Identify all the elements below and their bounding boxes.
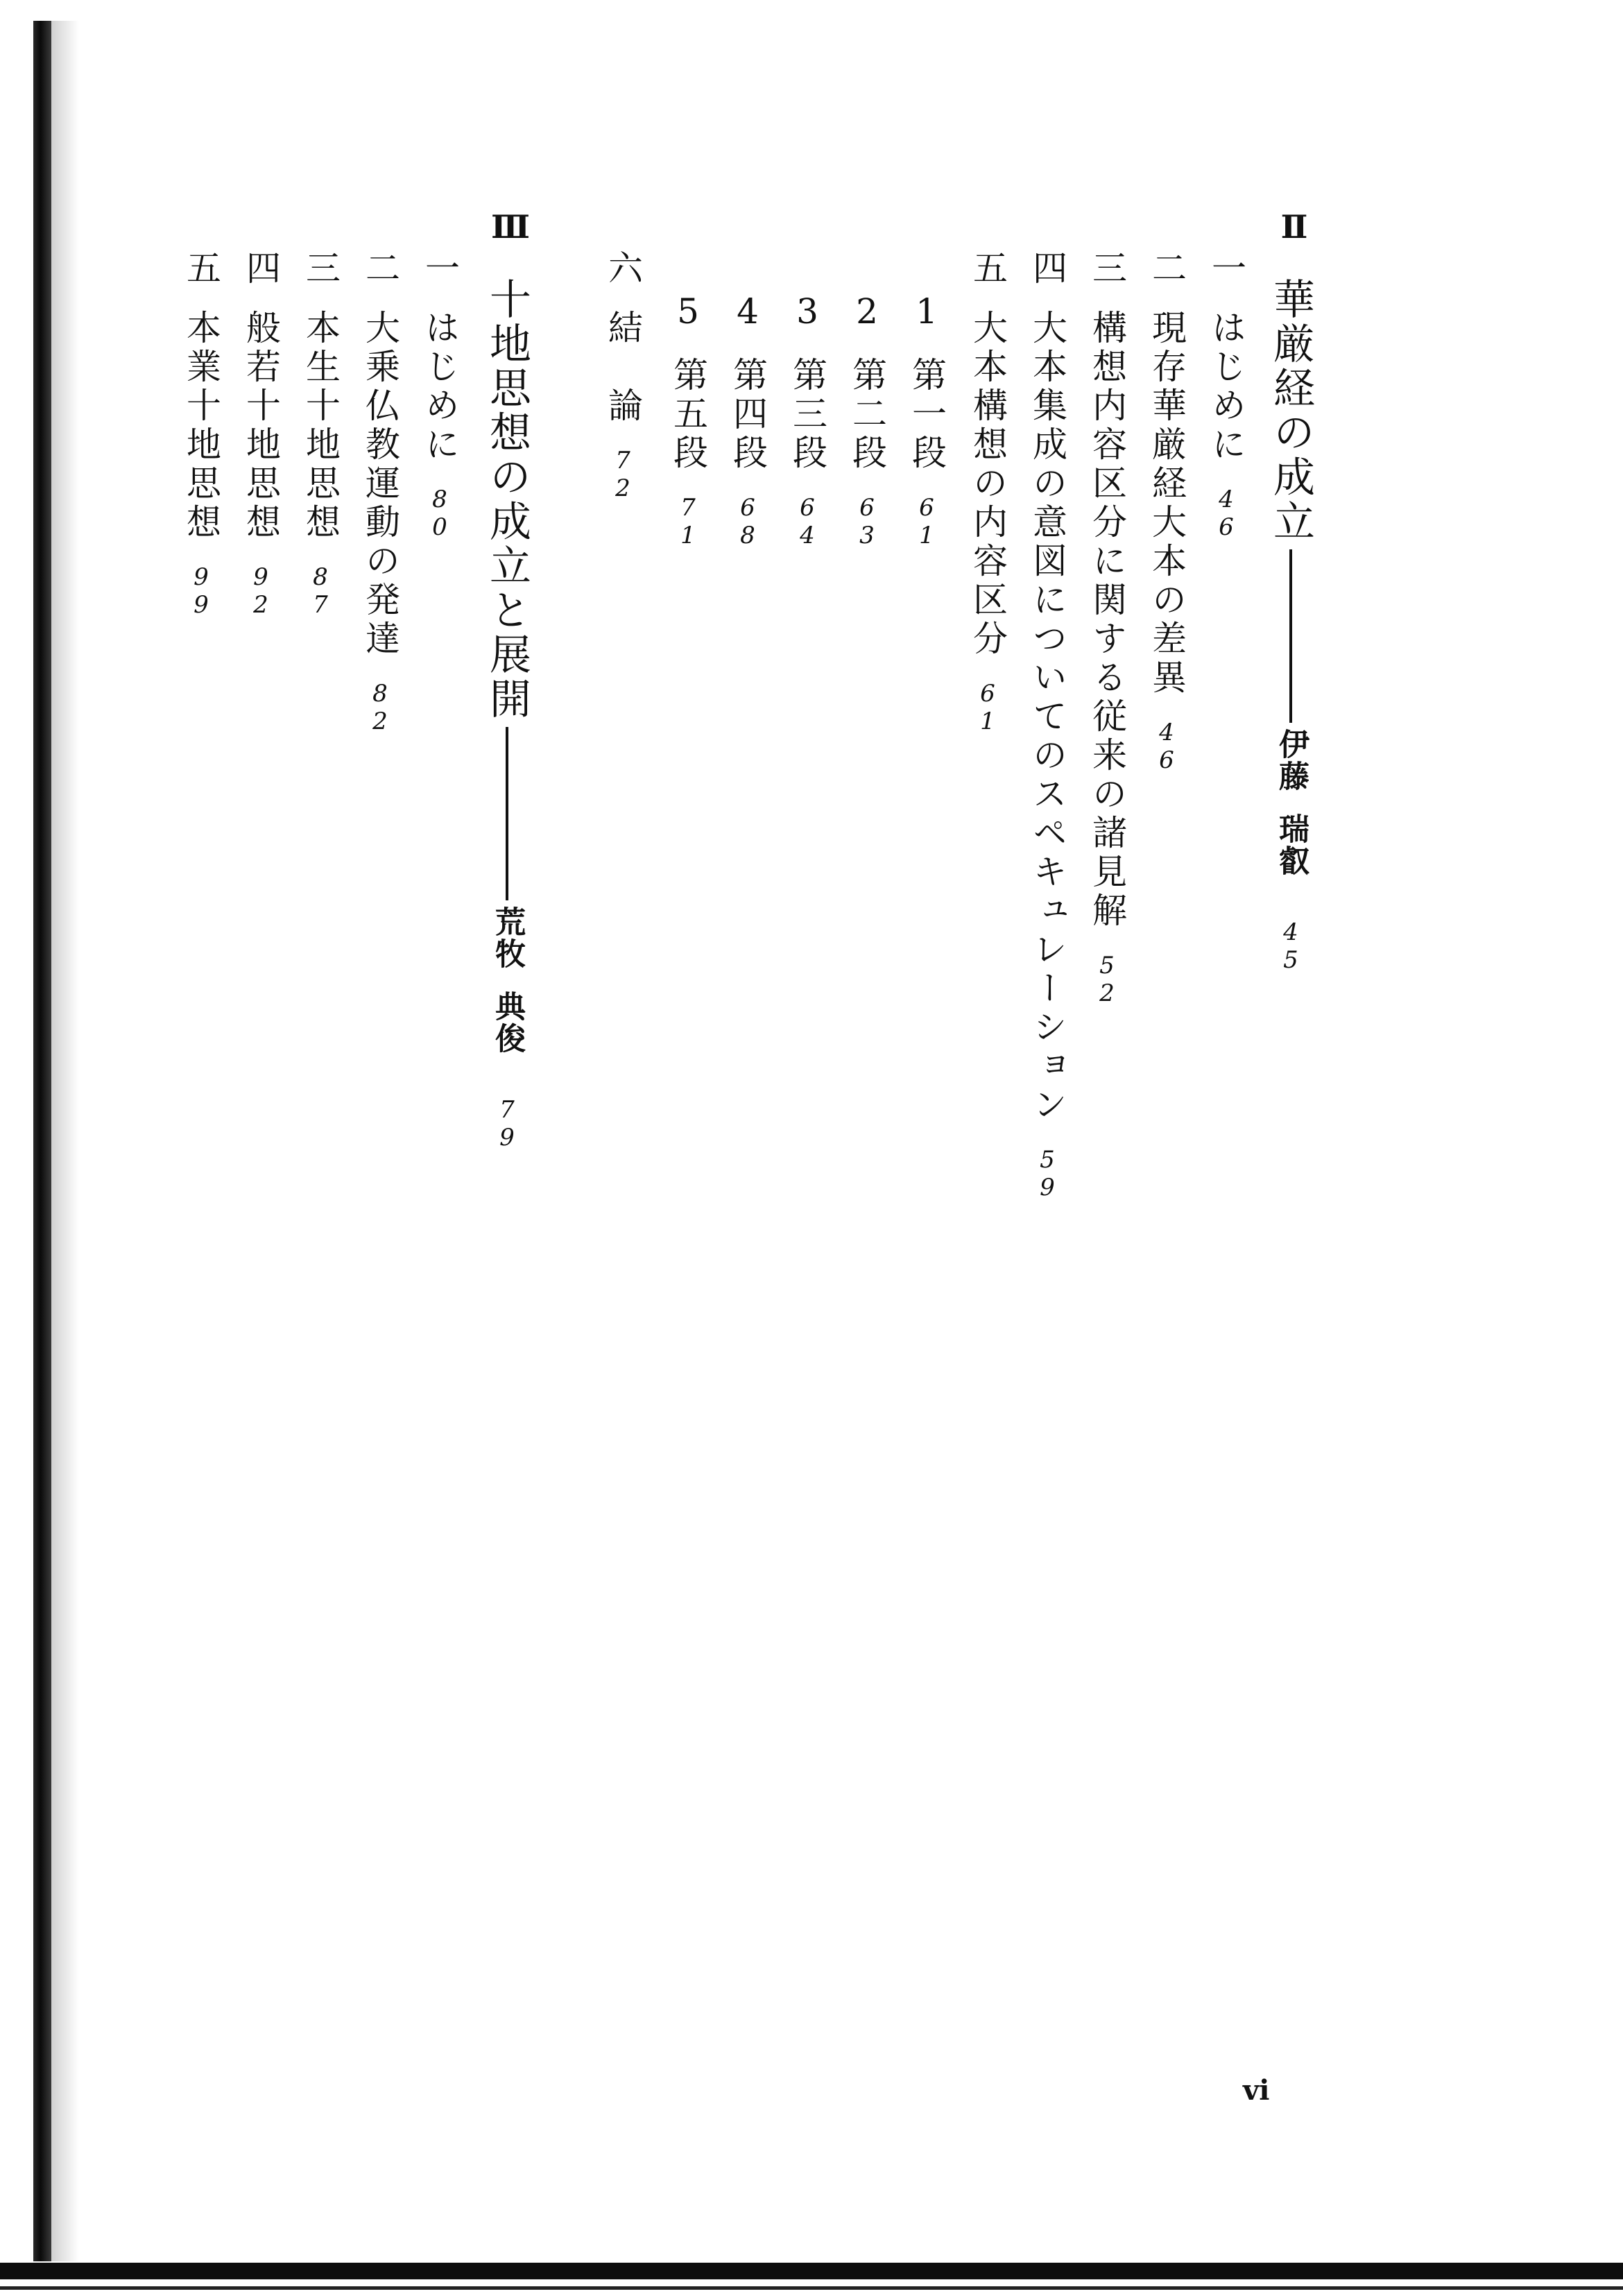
subitem-page: 64 [793,494,821,549]
subitem-marker: 5 [668,291,708,336]
subitem-marker: 1 [907,291,947,336]
subitem-title: 第二段 [847,357,887,473]
subitem-title: 第三段 [787,357,827,473]
item-marker: 五 [181,250,221,289]
toc-item [180,250,222,619]
chapter-iii-author-surname: 荒牧 [490,906,525,970]
toc-subitem [727,291,768,549]
item-marker: 六 [603,250,643,289]
item-title: 大乗仏教運動の発達 [360,309,400,659]
subitem-page: 61 [913,494,941,549]
subitem-marker: 4 [728,291,768,336]
chapter-ii-number: Ⅱ [1276,208,1313,246]
item-marker: 一 [420,250,460,289]
toc-subitem [906,291,947,549]
toc-item [1027,250,1068,1201]
item-title: 本業十地思想 [181,309,221,542]
subitem-title: 第一段 [907,357,947,473]
item-title: 般若十地思想 [241,309,281,542]
chapter-iii-author-given: 典俊 [490,991,525,1054]
item-title: はじめに [1206,309,1246,465]
toc-item [419,250,461,541]
item-page: 61 [974,680,1002,735]
toc-item [1205,250,1247,541]
chapter-iii-title: 十地思想の成立と展開 [483,277,531,721]
chapter-iii-page: 79 [493,1096,521,1151]
item-marker: 四 [241,250,281,289]
toc-item-conclusion [602,250,644,502]
chapter-iii-number: Ⅲ [492,208,529,246]
toc-subitem [667,291,709,549]
item-marker: 三 [1087,250,1127,289]
toc-subitem [787,291,828,549]
item-page: 82 [366,680,394,735]
binding-edge-bottom [0,2286,1623,2290]
item-title: 現存華厳経大本の差異 [1147,309,1187,698]
item-marker: 二 [1147,250,1187,289]
item-marker: 二 [360,250,400,289]
subitem-page: 71 [674,494,702,549]
subitem-title: 第五段 [668,357,708,473]
subitem-marker: 3 [787,291,827,336]
chapter-ii-author-given: 瑞叡 [1273,813,1309,877]
chapter-ii-author-surname: 伊藤 [1273,728,1309,792]
item-marker: 三 [300,250,341,289]
book-binding-shadow-left [33,21,51,2261]
item-title: 構想内容区分に関する従来の諸見解 [1087,309,1127,931]
toc-item [359,250,401,735]
page-number: vi [1243,2074,1270,2107]
item-page: 80 [426,486,454,541]
toc-item [1086,250,1128,1007]
subitem-title: 第四段 [728,357,768,473]
item-page: 46 [1153,719,1180,774]
item-marker: 四 [1027,250,1067,289]
item-title: 大本構想の内容区分 [968,309,1008,659]
toc-item [1146,250,1187,774]
item-title: はじめに [420,309,460,465]
subitem-page: 68 [734,494,762,549]
item-page: 99 [187,563,215,619]
toc-subitem [846,291,888,549]
item-title: 本生十地思想 [300,309,341,542]
title-dash [1289,549,1292,723]
binding-gradient [51,21,79,2261]
item-title: 結 論 [603,309,643,426]
toc-item [967,250,1008,735]
item-page: 59 [1033,1146,1061,1201]
chapter-ii-title: 華厳経の成立 [1266,277,1315,544]
chapter-iii-title-column [483,277,531,1151]
item-marker: 一 [1206,250,1246,289]
item-page: 52 [1093,952,1121,1007]
toc-item [240,250,282,619]
chapter-ii-title-column [1266,277,1315,974]
item-title: 大本集成の意図についてのスペキュレーション [1027,309,1067,1125]
item-page: 87 [307,563,334,619]
subitem-marker: 2 [847,291,887,336]
item-marker: 五 [968,250,1008,289]
toc-item [300,250,341,619]
item-page: 46 [1212,486,1240,541]
subitem-page: 63 [853,494,881,549]
item-page: 72 [609,447,637,502]
book-binding-shadow-bottom [0,2263,1623,2279]
chapter-ii-page: 45 [1277,918,1305,974]
title-dash [506,727,508,900]
item-page: 92 [247,563,275,619]
